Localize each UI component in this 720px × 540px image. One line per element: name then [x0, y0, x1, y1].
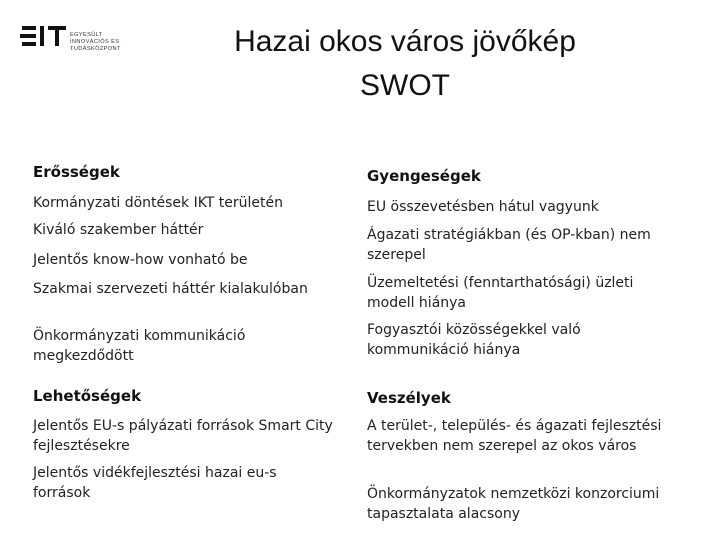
eit-logo-mark [20, 20, 68, 56]
logo-line: EGYESÜLT [70, 32, 103, 38]
title-line-2: SWOT [360, 69, 450, 102]
weakness-item: Üzemeltetési (fenntarthatósági) üzleti modell hiánya [367, 275, 634, 311]
page-title [120, 20, 690, 108]
strength-item: Szakmai szervezeti háttér kialakulóban [33, 281, 308, 297]
title-line-1: Hazai okos város jövőkép [234, 25, 576, 58]
logo-text [70, 32, 121, 53]
weaknesses-heading: Gyengeségek [367, 167, 481, 185]
weakness-item: EU összevetésben hátul vagyunk [367, 199, 599, 215]
strength-item: Kiváló szakember háttér [33, 222, 204, 238]
strength-item: Jelentős know-how vonható be [33, 252, 248, 268]
opportunities-heading: Lehetőségek [33, 387, 142, 405]
logo-line: TUDÁSKÖZPONT [70, 46, 121, 52]
threat-item: A terület-, település- és ágazati fejlesztési tervekben nem szerepel az okos város [367, 418, 662, 454]
strengths-heading: Erősségek [33, 163, 120, 181]
threats-heading: Veszélyek [367, 389, 451, 407]
logo-line: INNOVÁCIÓS ÉS [70, 39, 120, 45]
eit-logo [20, 20, 130, 64]
opportunity-item: Jelentős vidékfejlesztési hazai eu-s források [33, 465, 277, 501]
opportunity-item: Jelentős EU-s pályázati források Smart City fejlesztésekre [33, 418, 333, 454]
weakness-item: Ágazati stratégiákban (és OP-kban) nem szerepel [367, 227, 651, 263]
threat-item: Önkormányzatok nemzetközi konzorciumi tapasztalata alacsony [367, 486, 660, 522]
strength-item: Kormányzati döntések IKT területén [33, 195, 284, 211]
strength-item: Önkormányzati kommunikáció megkezdődött [33, 328, 246, 364]
weakness-item: Fogyasztói közösségekkel való kommunikáció hiánya [367, 322, 581, 358]
